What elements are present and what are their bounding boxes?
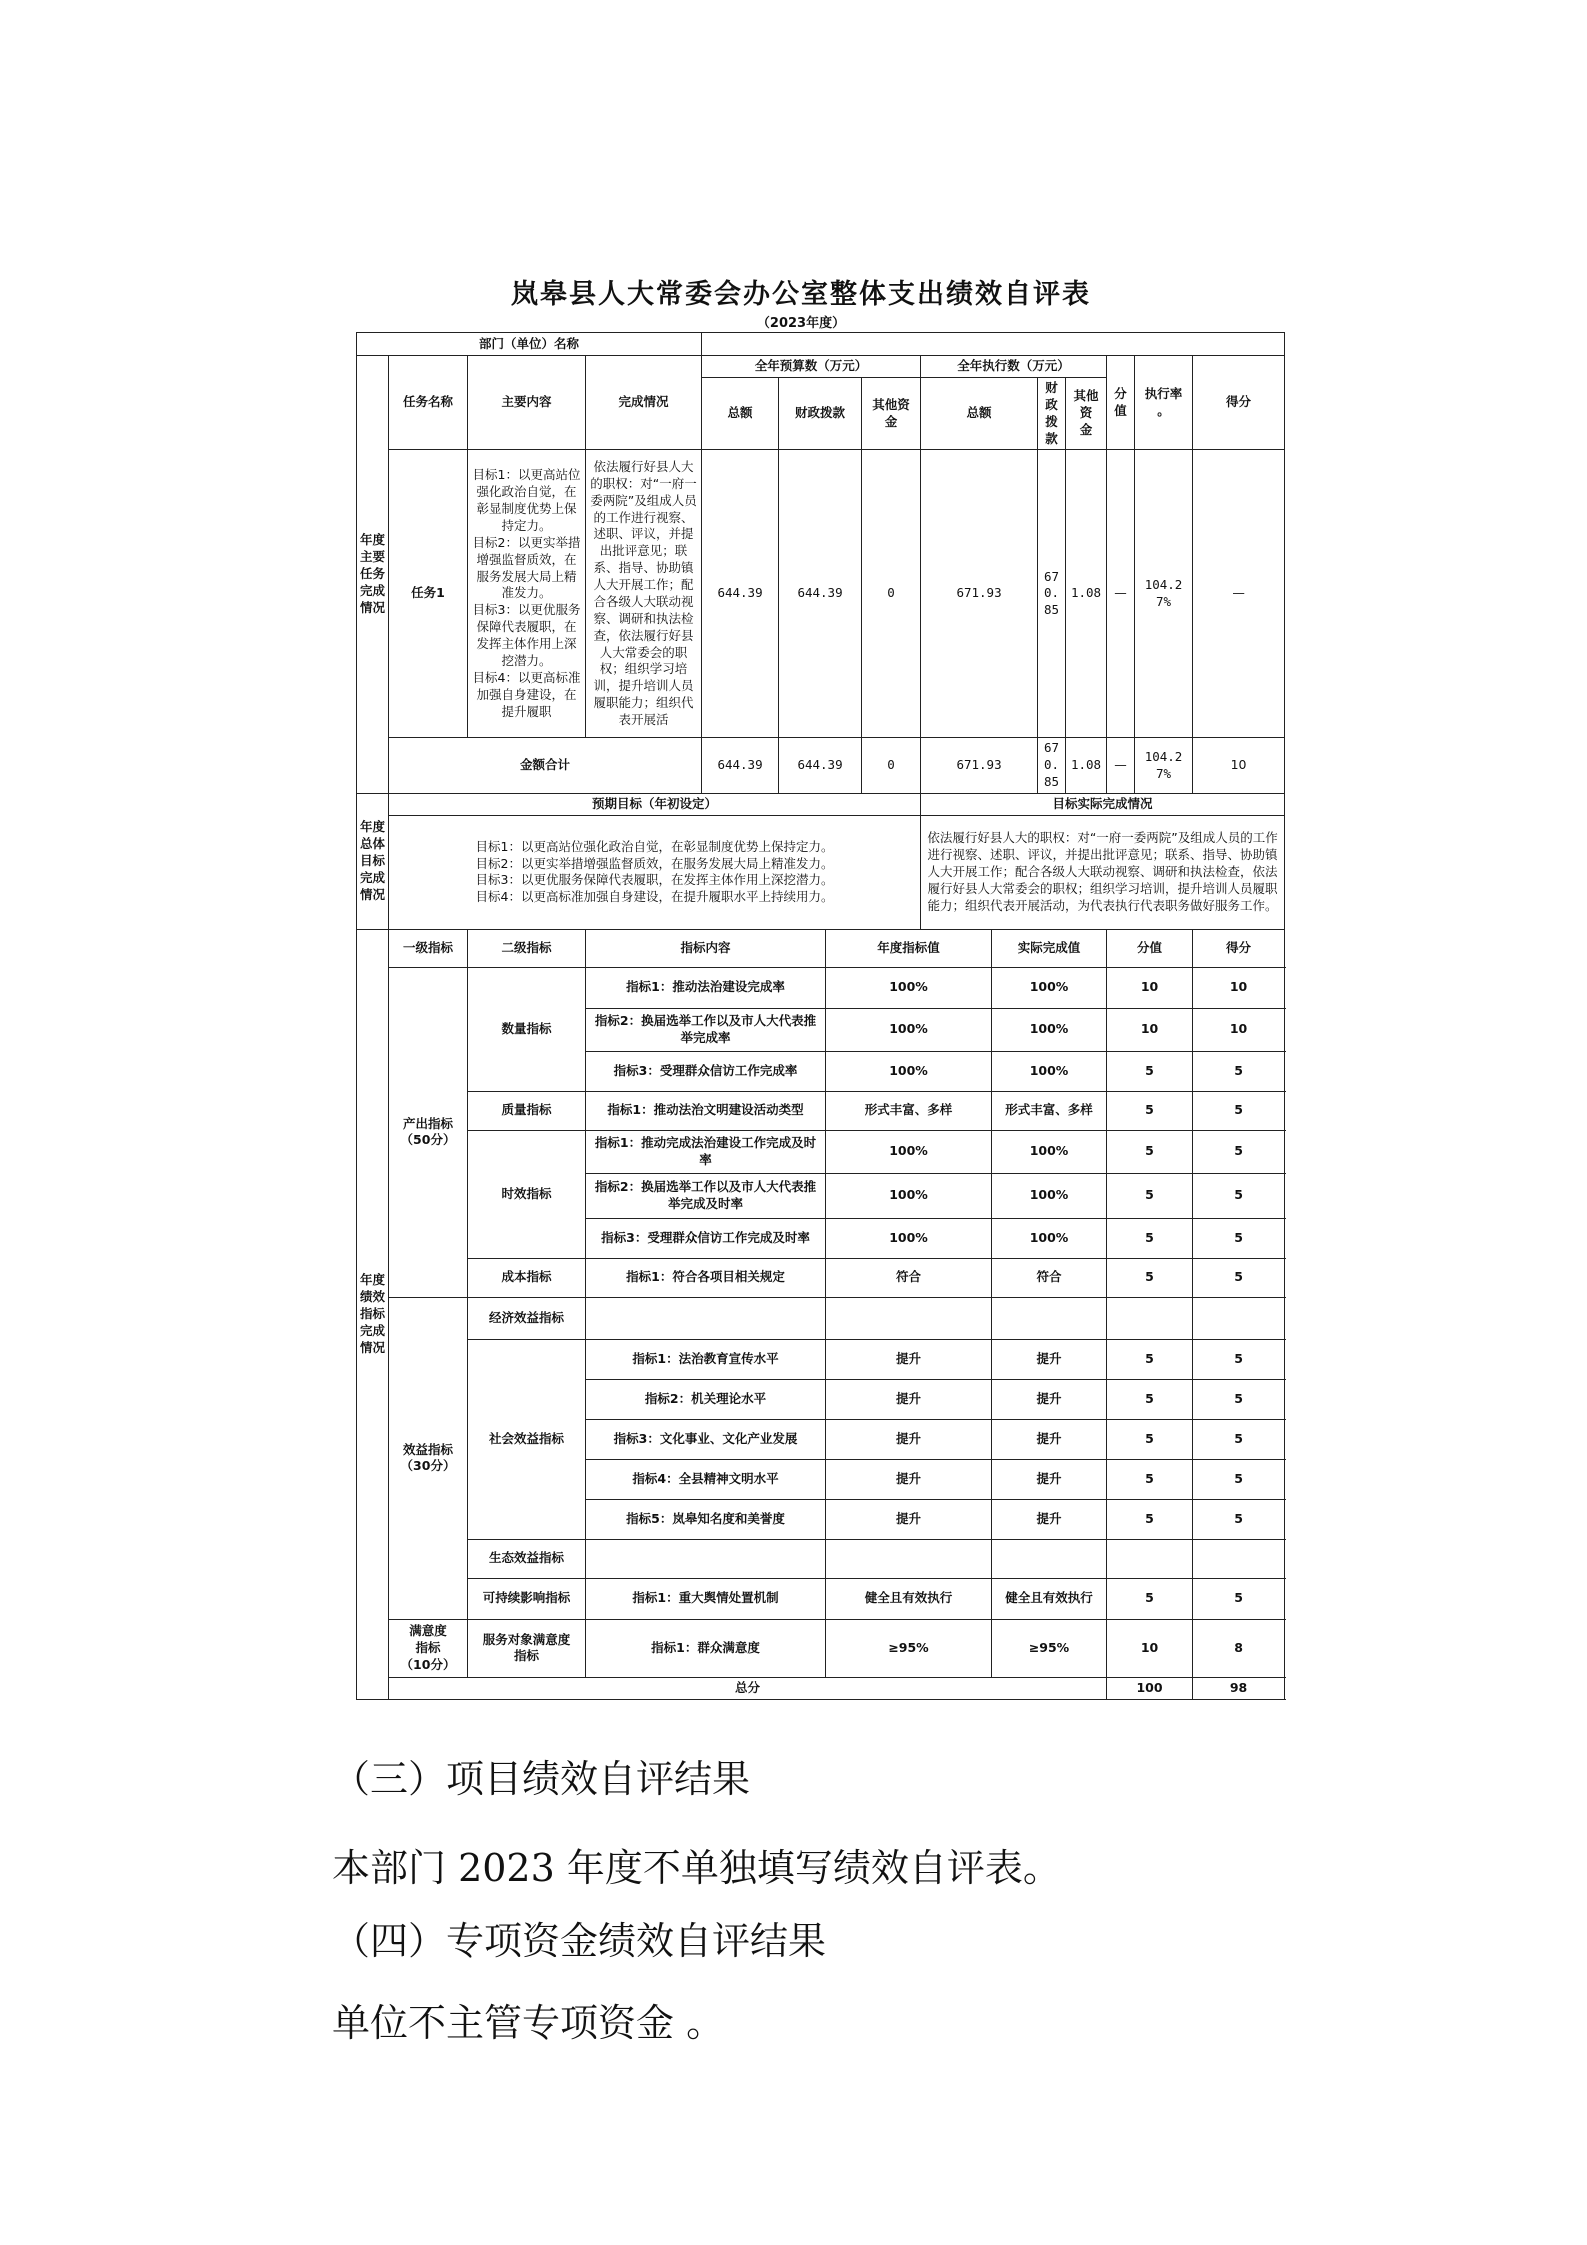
table-row	[357, 967, 1285, 1008]
indicator-score-value: 5	[1107, 1339, 1193, 1379]
indicator-content	[586, 1297, 826, 1339]
level2-ecological: 生态效益指标	[468, 1539, 586, 1578]
indicator-content: 指标1：法治教育宣传水平	[586, 1339, 826, 1379]
table-row	[357, 1130, 1285, 1173]
level1-output: 产出指标 （50分）	[389, 967, 468, 1297]
indicator-score: 5	[1193, 1091, 1285, 1130]
indicator-content	[586, 1539, 826, 1578]
indicator-actual-value: 100%	[992, 1130, 1107, 1173]
table-row	[357, 356, 1285, 378]
indicator-annual-value: 100%	[826, 1130, 992, 1173]
header-completion: 完成情况	[586, 356, 702, 450]
heading-special-funds: （四）专项资金绩效自评结果	[332, 1919, 827, 1963]
indicator-score: 5	[1193, 1051, 1285, 1091]
indicator-actual-value	[992, 1297, 1107, 1339]
task-completion: 依法履行好县人大的职权：对“一府一委两院”及组成人员的工作进行视察、述职、评议，并提出批评意见；联系、指导、协助镇人大开展工作；配合各级人大联动视察、调研和执法检查，依法履行好县人大常委会的职权；组织学习培训，提升培训人员履职能力；组织代表开展活	[586, 450, 702, 738]
actual-goals-text: 依法履行好县人大的职权：对“一府一委两院”及组成人员的工作进行视察、述职、评议，并提出批评意见；联系、指导、协助镇人大开展工作；配合各级人大联动视察、调研和执法检查，依法履行好县人大常委会的职权；组织学习培训，提升培训人员履职能力；组织代表开展活动，为代表执行代表职务做好服务工作。	[921, 815, 1285, 929]
indicator-actual-value: 提升	[992, 1499, 1107, 1539]
indicator-score-value: 5	[1107, 1218, 1193, 1258]
expected-goals-text: 目标1：以更高站位强化政治自觉，在彰显制度优势上保持定力。 目标2：以更实举措增强监督质效，在服务发展大局上精准发力。 目标3：以更优服务保障代表履职，在发挥主体作用上深挖潜力。 目标4：以更高标准加强自身建设，在提升履职水平上持续用力。	[389, 815, 921, 929]
level2-service-satisfaction: 服务对象满意度 指标	[468, 1619, 586, 1677]
indicator-actual-value: 提升	[992, 1459, 1107, 1499]
indicator-content: 指标1：符合各项目相关规定	[586, 1258, 826, 1297]
indicator-score-value: 5	[1107, 1258, 1193, 1297]
table-row	[357, 1258, 1285, 1297]
indicator-score-value: 5	[1107, 1419, 1193, 1459]
indicator-score-value: 5	[1107, 1051, 1193, 1091]
sum-score: 10	[1193, 738, 1285, 794]
header-actual-value: 实际完成值	[992, 929, 1107, 967]
indicator-content: 指标3：文化事业、文化产业发展	[586, 1419, 826, 1459]
header-level2: 二级指标	[468, 929, 586, 967]
table-row	[357, 1091, 1285, 1130]
header-task-name: 任务名称	[389, 356, 468, 450]
header-budget-other: 其他资 金	[862, 377, 921, 450]
indicator-score: 5	[1193, 1339, 1285, 1379]
level2-cost: 成本指标	[468, 1258, 586, 1297]
indicator-annual-value: 100%	[826, 1173, 992, 1218]
total-score-label: 总分	[389, 1677, 1107, 1699]
indicator-actual-value	[992, 1539, 1107, 1578]
indicator-content: 指标5：岚皋知名度和美誉度	[586, 1499, 826, 1539]
sum-exec-fiscal: 670.85	[1038, 738, 1066, 794]
indicator-score: 10	[1193, 1008, 1285, 1051]
table-row	[357, 815, 1285, 929]
level2-quality: 质量指标	[468, 1091, 586, 1130]
task-exec-total: 671.93	[921, 450, 1038, 738]
header-annual-budget: 全年预算数（万元）	[702, 356, 921, 378]
indicator-score: 10	[1193, 967, 1285, 1008]
header-main-content: 主要内容	[468, 356, 586, 450]
table-row	[357, 1619, 1285, 1677]
task-budget-total: 644.39	[702, 450, 779, 738]
sum-budget-total: 644.39	[702, 738, 779, 794]
header-exec-other: 其他资 金	[1066, 377, 1107, 450]
indicator-actual-value: 符合	[992, 1258, 1107, 1297]
sum-exec-other: 1.08	[1066, 738, 1107, 794]
indicator-actual-value: 提升	[992, 1419, 1107, 1459]
indicator-annual-value: 提升	[826, 1459, 992, 1499]
sum-exec-rate: 104.27%	[1135, 738, 1193, 794]
indicator-score	[1193, 1539, 1285, 1578]
level2-sustainable: 可持续影响指标	[468, 1578, 586, 1619]
table-row	[357, 738, 1285, 794]
level2-timeliness: 时效指标	[468, 1130, 586, 1258]
indicator-score: 5	[1193, 1218, 1285, 1258]
task-exec-other: 1.08	[1066, 450, 1107, 738]
task-main-content: 目标1：以更高站位强化政治自觉，在彰显制度优势上保持定力。 目标2：以更实举措增强监督质效，在服务发展大局上精准发力。 目标3：以更优服务保障代表履职，在发挥主体作用上深挖潜力。 目标4：以更高标准加强自身建设，在提升履职	[468, 450, 586, 738]
indicator-content: 指标1：推动法治文明建设活动类型	[586, 1091, 826, 1130]
indicator-actual-value: 健全且有效执行	[992, 1578, 1107, 1619]
indicator-score-value	[1107, 1539, 1193, 1578]
indicator-score-value: 5	[1107, 1173, 1193, 1218]
indicator-content: 指标2：换届选举工作以及市人大代表推举完成及时率	[586, 1173, 826, 1218]
indicator-actual-value: 提升	[992, 1379, 1107, 1419]
indicator-score: 5	[1193, 1459, 1285, 1499]
task-name: 任务1	[389, 450, 468, 738]
indicator-annual-value: 提升	[826, 1419, 992, 1459]
indicator-score: 5	[1193, 1499, 1285, 1539]
heading-project-results: （三）项目绩效自评结果	[332, 1757, 751, 1801]
header-annual-value: 年度指标值	[826, 929, 992, 967]
table-row	[357, 1339, 1285, 1379]
header-score: 得分	[1193, 356, 1285, 450]
header-exec-total: 总额	[921, 377, 1038, 450]
indicator-annual-value: 100%	[826, 1051, 992, 1091]
task-budget-other: 0	[862, 450, 921, 738]
header-indicator-score-value: 分值	[1107, 929, 1193, 967]
indicator-annual-value: 形式丰富、多样	[826, 1091, 992, 1130]
table-row	[357, 333, 1285, 356]
indicator-actual-value: 100%	[992, 967, 1107, 1008]
task-exec-rate: 104.27%	[1135, 450, 1193, 738]
sum-label: 金额合计	[389, 738, 702, 794]
paragraph-project-results: 本部门 2023 年度不单独填写绩效自评表。	[332, 1846, 1061, 1890]
header-budget-fiscal: 财政拨款	[779, 377, 862, 450]
indicator-actual-value: 形式丰富、多样	[992, 1091, 1107, 1130]
indicator-content: 指标1：推动完成法治建设工作完成及时率	[586, 1130, 826, 1173]
level2-quantity: 数量指标	[468, 967, 586, 1091]
sum-budget-other: 0	[862, 738, 921, 794]
indicator-annual-value: 100%	[826, 1008, 992, 1051]
indicator-annual-value: 提升	[826, 1339, 992, 1379]
indicator-score-value: 5	[1107, 1459, 1193, 1499]
indicator-annual-value: 100%	[826, 1218, 992, 1258]
indicator-score: 5	[1193, 1578, 1285, 1619]
level2-economic: 经济效益指标	[468, 1297, 586, 1339]
header-budget-total: 总额	[702, 377, 779, 450]
dept-name-label: 部门（单位）名称	[357, 333, 702, 356]
indicator-score: 5	[1193, 1173, 1285, 1218]
indicator-score-value	[1107, 1297, 1193, 1339]
indicator-content: 指标4：全县精神文明水平	[586, 1459, 826, 1499]
indicator-content: 指标1：推动法治建设完成率	[586, 967, 826, 1008]
header-exec-fiscal: 财政拨款	[1038, 377, 1066, 450]
indicator-score: 5	[1193, 1130, 1285, 1173]
level2-social: 社会效益指标	[468, 1339, 586, 1539]
sum-budget-fiscal: 644.39	[779, 738, 862, 794]
indicator-score-value: 5	[1107, 1578, 1193, 1619]
indicator-actual-value: 提升	[992, 1339, 1107, 1379]
table-row	[357, 1297, 1285, 1339]
form-year: （2023年度）	[756, 316, 846, 331]
level1-satisfaction: 满意度 指标 （10分）	[389, 1619, 468, 1677]
task-budget-fiscal: 644.39	[779, 450, 862, 738]
table-row	[357, 794, 1285, 816]
header-exec-rate: 执行率 。	[1135, 356, 1193, 450]
level1-benefit: 效益指标 （30分）	[389, 1297, 468, 1619]
indicator-score-value: 10	[1107, 1619, 1193, 1677]
indicator-content: 指标2：换届选举工作以及市人大代表推举完成率	[586, 1008, 826, 1051]
header-indicator-content: 指标内容	[586, 929, 826, 967]
task-score: —	[1193, 450, 1285, 738]
task-score-value: —	[1107, 450, 1135, 738]
table-row	[357, 929, 1285, 967]
indicator-annual-value: 100%	[826, 967, 992, 1008]
indicator-score-value: 5	[1107, 1499, 1193, 1539]
task-exec-fiscal: 670.85	[1038, 450, 1066, 738]
indicator-content: 指标2：机关理论水平	[586, 1379, 826, 1419]
header-expected-goals: 预期目标（年初设定）	[389, 794, 921, 816]
indicator-score-value: 5	[1107, 1130, 1193, 1173]
indicator-score: 8	[1193, 1619, 1285, 1677]
sum-score-value: —	[1107, 738, 1135, 794]
indicator-content: 指标1：群众满意度	[586, 1619, 826, 1677]
table-row	[357, 450, 1285, 738]
indicator-actual-value: 100%	[992, 1008, 1107, 1051]
section-label-indicators: 年度 绩效 指标 完成 情况	[357, 929, 389, 1699]
indicator-actual-value: 100%	[992, 1218, 1107, 1258]
sum-exec-total: 671.93	[921, 738, 1038, 794]
paragraph-special-funds: 单位不主管专项资金 。	[332, 2001, 725, 2045]
header-indicator-score: 得分	[1193, 929, 1285, 967]
indicator-actual-value: 100%	[992, 1173, 1107, 1218]
indicator-annual-value: 符合	[826, 1258, 992, 1297]
section-label-goals: 年度 总体 目标 完成 情况	[357, 794, 389, 930]
indicator-score-value: 10	[1107, 967, 1193, 1008]
indicator-content: 指标3：受理群众信访工作完成率	[586, 1051, 826, 1091]
indicator-score	[1193, 1297, 1285, 1339]
indicator-score: 5	[1193, 1379, 1285, 1419]
table-row	[357, 1578, 1285, 1619]
header-actual-goals: 目标实际完成情况	[921, 794, 1285, 816]
indicator-actual-value: 100%	[992, 1051, 1107, 1091]
indicator-annual-value: 提升	[826, 1379, 992, 1419]
indicator-annual-value	[826, 1297, 992, 1339]
header-annual-execution: 全年执行数（万元）	[921, 356, 1107, 378]
total-score: 98	[1193, 1677, 1285, 1699]
table-row	[357, 1539, 1285, 1578]
indicator-content: 指标3：受理群众信访工作完成及时率	[586, 1218, 826, 1258]
indicator-annual-value: 提升	[826, 1499, 992, 1539]
dept-name-value	[702, 333, 1285, 356]
indicator-score: 5	[1193, 1258, 1285, 1297]
section-label-tasks: 年度 主要 任务 完成 情况	[357, 356, 389, 794]
header-score-value: 分 值	[1107, 356, 1135, 450]
indicator-score-value: 5	[1107, 1091, 1193, 1130]
indicator-annual-value: 健全且有效执行	[826, 1578, 992, 1619]
indicator-score-value: 10	[1107, 1008, 1193, 1051]
form-title: 岚皋县人大常委会办公室整体支出绩效自评表	[511, 279, 1091, 310]
indicator-score: 5	[1193, 1419, 1285, 1459]
header-level1: 一级指标	[389, 929, 468, 967]
indicator-annual-value: ≥95%	[826, 1619, 992, 1677]
indicator-content: 指标1：重大舆情处置机制	[586, 1578, 826, 1619]
total-score-value: 100	[1107, 1677, 1193, 1699]
indicator-score-value: 5	[1107, 1379, 1193, 1419]
indicator-actual-value: ≥95%	[992, 1619, 1107, 1677]
table-row	[357, 1677, 1285, 1699]
indicator-annual-value	[826, 1539, 992, 1578]
performance-table	[356, 332, 1285, 1700]
